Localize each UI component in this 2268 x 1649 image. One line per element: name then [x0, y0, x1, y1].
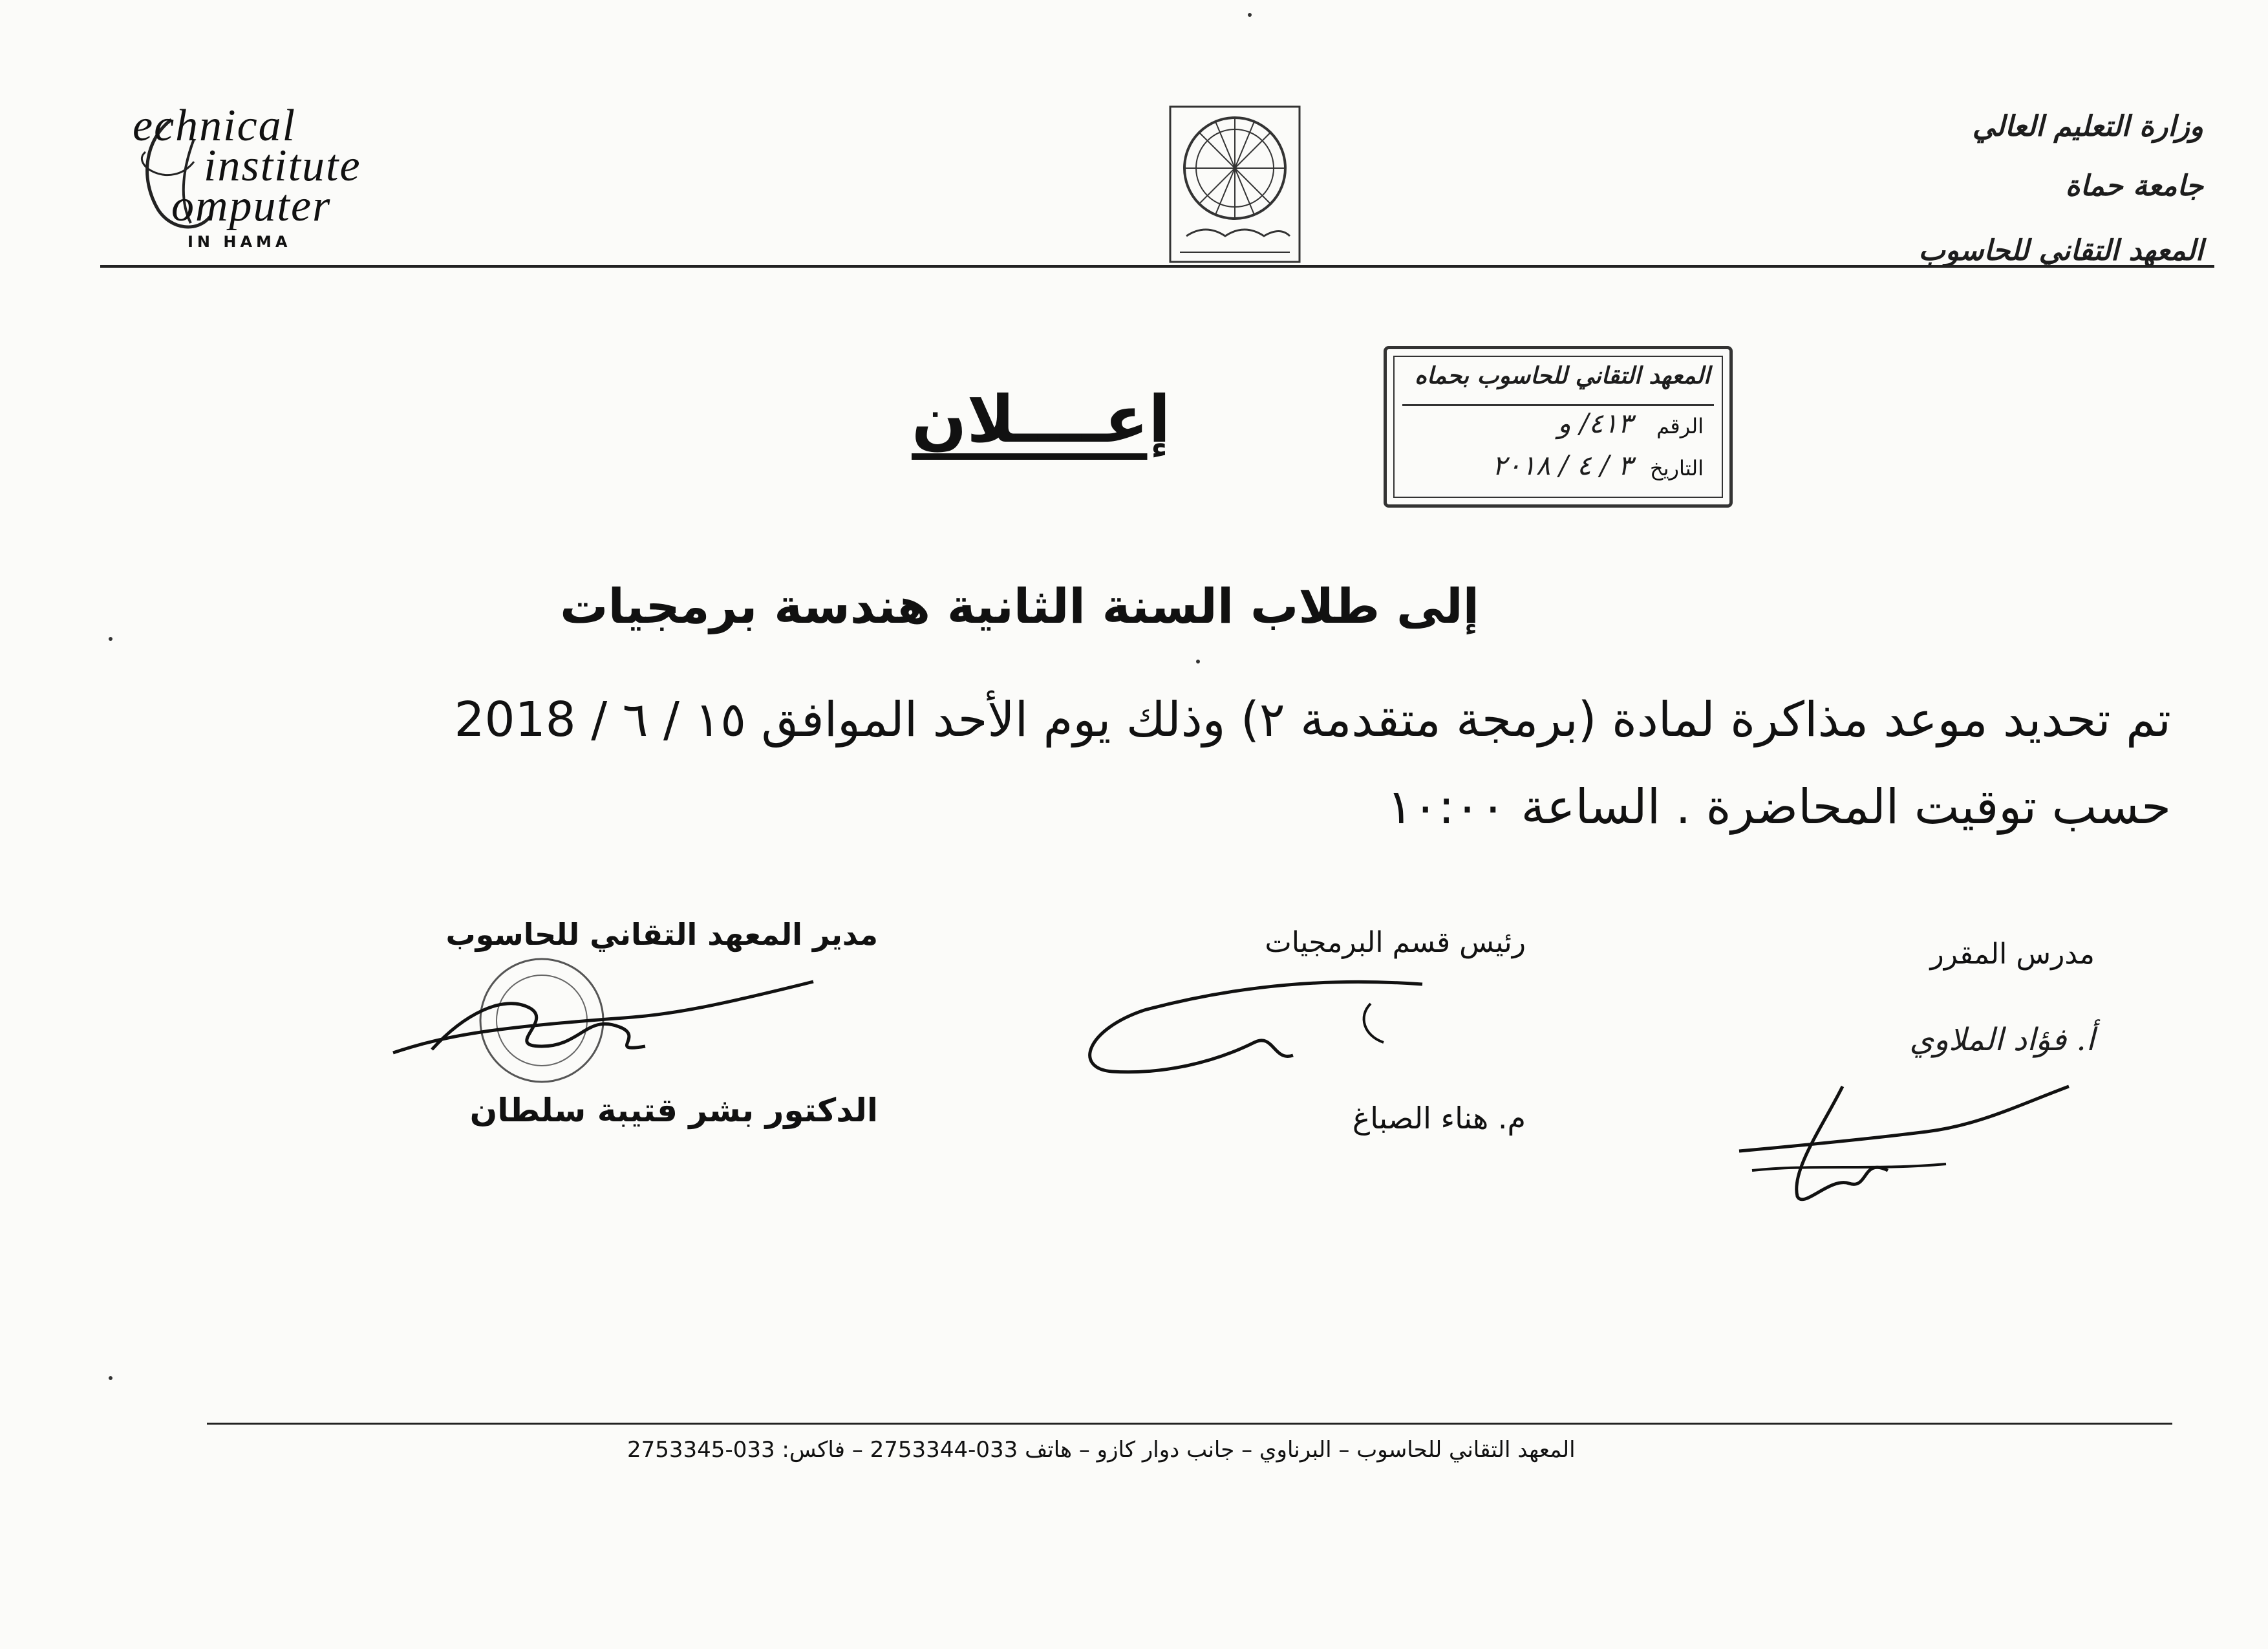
institute-logo [133, 100, 495, 255]
logo-word-institute: institute [204, 141, 361, 191]
registration-stamp [1384, 346, 1733, 508]
stamp-divider [1402, 404, 1714, 406]
stamp-number-label: الرقم [1656, 414, 1704, 438]
course-teacher-title: مدرس المقرر [1930, 938, 2095, 971]
stamp-date-label: التاريخ [1649, 456, 1704, 480]
department-head-title: رئيس قسم البرمجيات [1265, 926, 1526, 959]
logo-word-computer: omputer [171, 181, 332, 231]
logo-word-technical: echnical [133, 101, 297, 151]
announcement-title: إعــــلان [912, 382, 1171, 457]
university-name: جامعة حماة [2065, 169, 2203, 202]
header-divider [100, 265, 2214, 268]
ministry-name: وزارة التعليم العالي [1972, 110, 2203, 143]
stamp-title: المعهد التقاني للحاسوب بحماه [1415, 362, 1710, 389]
announcement-line-1: تم تحديد موعد مذاكرة لمادة (برمجة متقدمة ٢) وذلك يوم الأحد الموافق ١٥ / ٦ / 2018 [454, 692, 2171, 748]
department-head-name: م. هناء الصباغ [1352, 1101, 1526, 1136]
course-teacher-signature-icon [1733, 1073, 2095, 1216]
announcement-recipient: إلى طلاب السنة الثانية هندسة برمجيات [560, 579, 1479, 634]
course-teacher-name: أ. فؤاد الملاوي [1909, 1022, 2095, 1058]
department-head-signature-block [1060, 926, 1526, 1146]
director-seal-signature-icon [374, 956, 826, 1085]
university-seal-icon [1167, 103, 1303, 265]
footer-divider [207, 1423, 2172, 1425]
stamp-date-value: ٣ / ٤ / ٢٠١٨ [1492, 449, 1632, 481]
institute-name: المعهد التقاني للحاسوب [1918, 234, 2203, 267]
department-head-signature-icon [1060, 965, 1526, 1094]
director-title: مدير المعهد التقاني للحاسوب [445, 917, 878, 952]
director-signature-block [348, 917, 878, 1137]
stamp-number-value: ٤١٣/ و [1557, 407, 1632, 439]
announcement-line-2: حسب توقيت المحاضرة . الساعة ١٠:٠٠ [1387, 779, 2171, 835]
course-teacher-signature-block [1733, 938, 2095, 1216]
footer-contact: المعهد التقاني للحاسوب – البرناوي – جانب دوار كازو – هاتف 033-2753344 – فاكس: 033-2753345 [627, 1437, 1576, 1463]
director-name: الدكتور بشر قتيبة سلطان [469, 1092, 878, 1129]
logo-word-in-hama: IN HAMA [187, 233, 292, 251]
